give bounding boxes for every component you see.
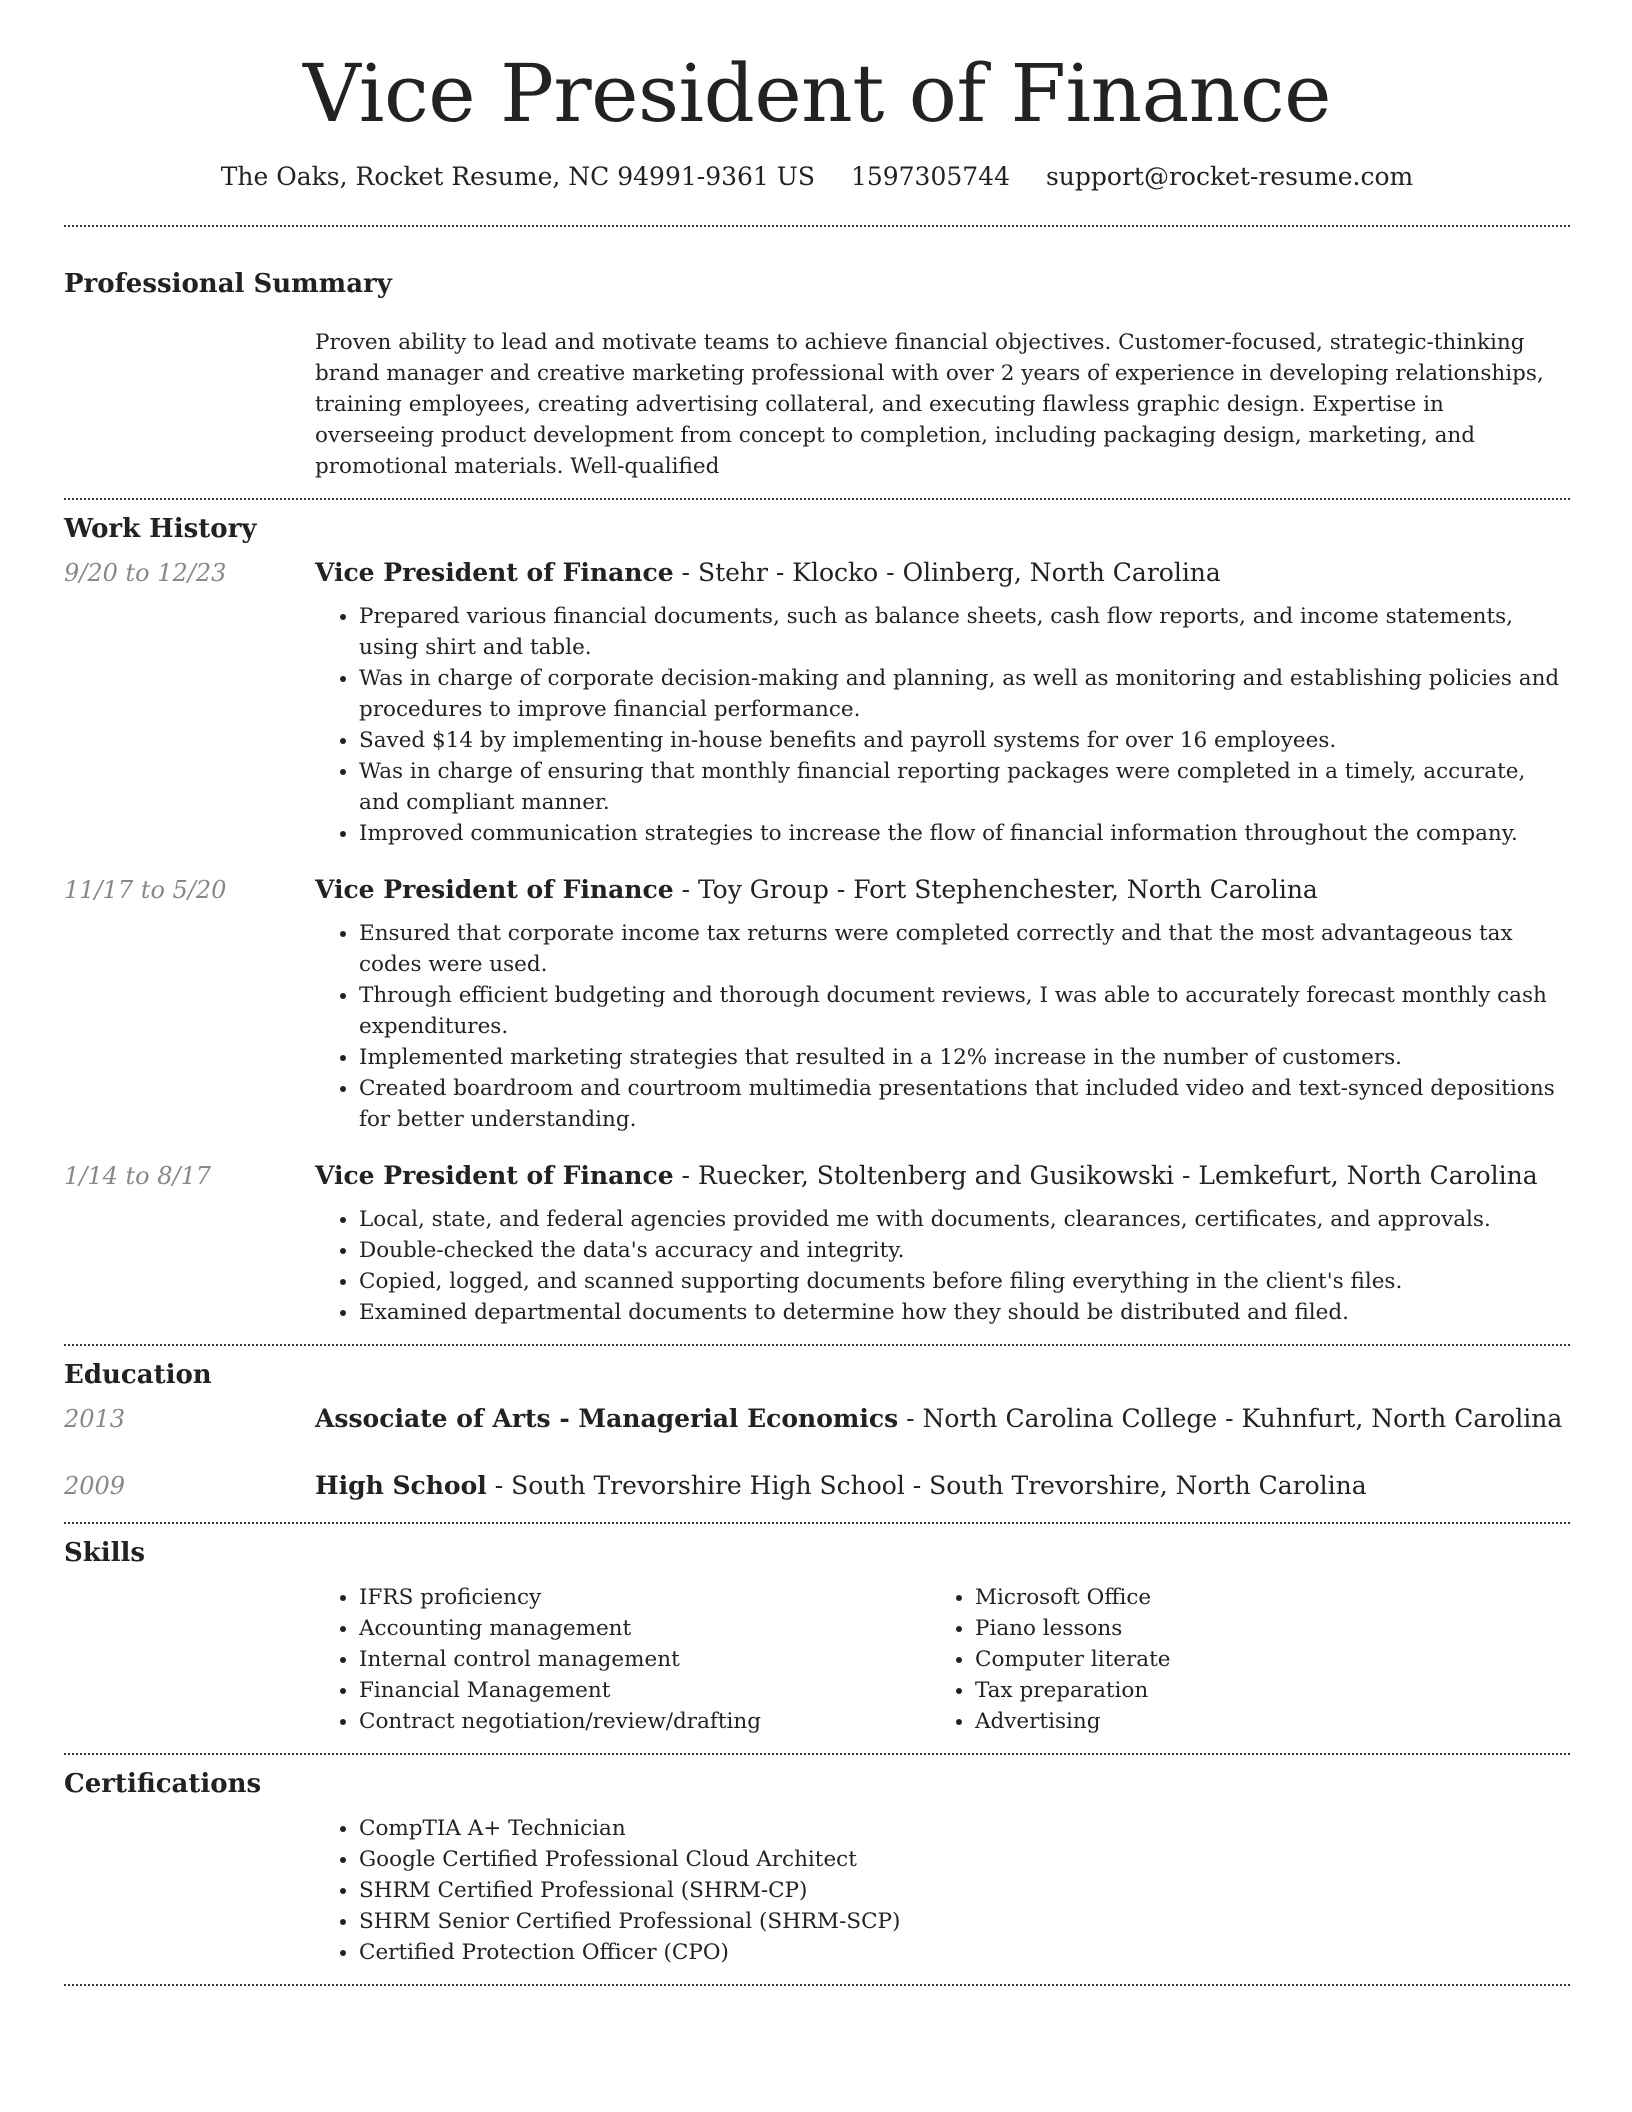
summary-section <box>64 271 1570 482</box>
list-item: • Improved communication strategies to increase the flow of financial information throughout the company. <box>359 818 1565 849</box>
list-item: • Tax preparation <box>975 1675 1475 1706</box>
list-item: • Created boardroom and courtroom multimedia presentations that included video and text-synced depositions for better understanding. <box>359 1073 1565 1135</box>
skills-list-right <box>931 1582 1475 1737</box>
education-heading: Education <box>64 1360 212 1390</box>
list-item: • Computer literate <box>975 1644 1475 1675</box>
list-item: • Ensured that corporate income tax returns were completed correctly and that the most advantageous tax codes were used. <box>359 918 1565 980</box>
contact-phone: 1597305744 <box>850 162 1010 191</box>
certifications-list <box>315 1813 1570 1968</box>
job-entry <box>64 1161 1570 1328</box>
list-item: • Google Certified Professional Cloud Architect <box>359 1844 1570 1875</box>
work-history-section <box>64 500 1570 1344</box>
education-degree: Associate of Arts - Managerial Economics <box>315 1404 899 1433</box>
job-bullets <box>315 918 1565 1135</box>
list-item: • Certified Protection Officer (CPO) <box>359 1937 1570 1968</box>
education-title <box>315 1471 1367 1500</box>
list-item: • Advertising <box>975 1706 1475 1737</box>
list-item: • IFRS proficiency <box>359 1582 931 1613</box>
job-dates: 1/14 to 8/17 <box>64 1162 212 1190</box>
job-bullets <box>315 1204 1565 1328</box>
list-item: • Prepared various financial documents, such as balance sheets, cash flow reports, and income statements, using shirt and table. <box>359 601 1565 663</box>
list-item: • Copied, logged, and scanned supporting documents before filing everything in the client's files. <box>359 1266 1565 1297</box>
education-title <box>315 1404 1562 1433</box>
list-item: • Was in charge of corporate decision-making and planning, as well as monitoring and establishing policies and procedures to improve financial performance. <box>359 663 1565 725</box>
list-item: • Implemented marketing strategies that resulted in a 12% increase in the number of customers. <box>359 1042 1565 1073</box>
skills-heading: Skills <box>64 1538 146 1568</box>
certifications-section <box>64 1755 1570 1984</box>
job-role: Vice President of Finance <box>315 1161 674 1190</box>
job-entry <box>64 875 1570 1135</box>
list-item: • Microsoft Office <box>975 1582 1475 1613</box>
list-item: • Contract negotiation/review/drafting <box>359 1706 931 1737</box>
skills-columns <box>315 1582 1570 1737</box>
list-item: • Internal control management <box>359 1644 931 1675</box>
summary-text: Proven ability to lead and motivate teams to achieve financial objectives. Customer-focused, strategic-thinking brand manager and creative marketing professional with over 2 years of experience in developing relationships, training employees, creating advertising collateral, and executing flawless graphic design. Expertise in overseeing product development from concept to completion, including packaging design, marketing, and promotional materials. Well-qualified <box>315 330 1544 479</box>
education-entry <box>64 1404 1570 1433</box>
job-title <box>315 558 1221 587</box>
job-employer: - Stehr - Klocko - Olinberg, North Carolina <box>673 558 1221 587</box>
list-item: • Saved $14 by implementing in-house benefits and payroll systems for over 16 employees. <box>359 725 1565 756</box>
job-role: Vice President of Finance <box>315 875 674 904</box>
job-bullets <box>315 601 1565 849</box>
list-item: • Financial Management <box>359 1675 931 1706</box>
education-school: - South Trevorshire High School - South Trevorshire, North Carolina <box>486 1471 1367 1500</box>
list-item: • Double-checked the data's accuracy and integrity. <box>359 1235 1565 1266</box>
work-history-heading: Work History <box>64 514 257 544</box>
divider <box>64 1984 1570 1986</box>
certifications-heading: Certifications <box>64 1769 262 1799</box>
skills-section <box>64 1524 1570 1753</box>
job-dates: 9/20 to 12/23 <box>64 559 227 587</box>
list-item: • SHRM Certified Professional (SHRM-CP) <box>359 1875 1570 1906</box>
job-title <box>315 1161 1538 1190</box>
summary-heading: Professional Summary <box>64 269 392 299</box>
education-school: - North Carolina College - Kuhnfurt, North Carolina <box>898 1404 1563 1433</box>
contact-line <box>64 162 1570 191</box>
job-title <box>315 875 1318 904</box>
list-item: • Was in charge of ensuring that monthly financial reporting packages were completed in a timely, accurate, and compliant manner. <box>359 756 1565 818</box>
list-item: • Accounting management <box>359 1613 931 1644</box>
job-dates: 11/17 to 5/20 <box>64 876 227 904</box>
job-role: Vice President of Finance <box>315 558 674 587</box>
list-item: • Piano lessons <box>975 1613 1475 1644</box>
job-employer: - Toy Group - Fort Stephenchester, North Carolina <box>673 875 1318 904</box>
education-entry <box>64 1471 1570 1500</box>
contact-email: support@rocket-resume.com <box>1045 162 1414 191</box>
list-item: • CompTIA A+ Technician <box>359 1813 1570 1844</box>
education-section <box>64 1346 1570 1522</box>
skills-list-left <box>315 1582 931 1737</box>
list-item: • Through efficient budgeting and thorough document reviews, I was able to accurately forecast monthly cash expenditures. <box>359 980 1565 1042</box>
divider <box>64 225 1570 227</box>
job-employer: - Ruecker, Stoltenberg and Gusikowski - Lemkefurt, North Carolina <box>673 1161 1538 1190</box>
job-entry <box>64 558 1570 849</box>
education-year: 2009 <box>64 1472 126 1500</box>
education-degree: High School <box>315 1471 487 1500</box>
list-item: • SHRM Senior Certified Professional (SHRM-SCP) <box>359 1906 1570 1937</box>
contact-address: The Oaks, Rocket Resume, NC 94991-9361 US <box>220 162 815 191</box>
list-item: • Local, state, and federal agencies provided me with documents, clearances, certificates, and approvals. <box>359 1204 1565 1235</box>
resume-page <box>64 0 1570 1986</box>
candidate-name: Vice President of Finance <box>303 47 1331 140</box>
education-year: 2013 <box>64 1405 126 1433</box>
list-item: • Examined departmental documents to determine how they should be distributed and filed. <box>359 1297 1565 1328</box>
